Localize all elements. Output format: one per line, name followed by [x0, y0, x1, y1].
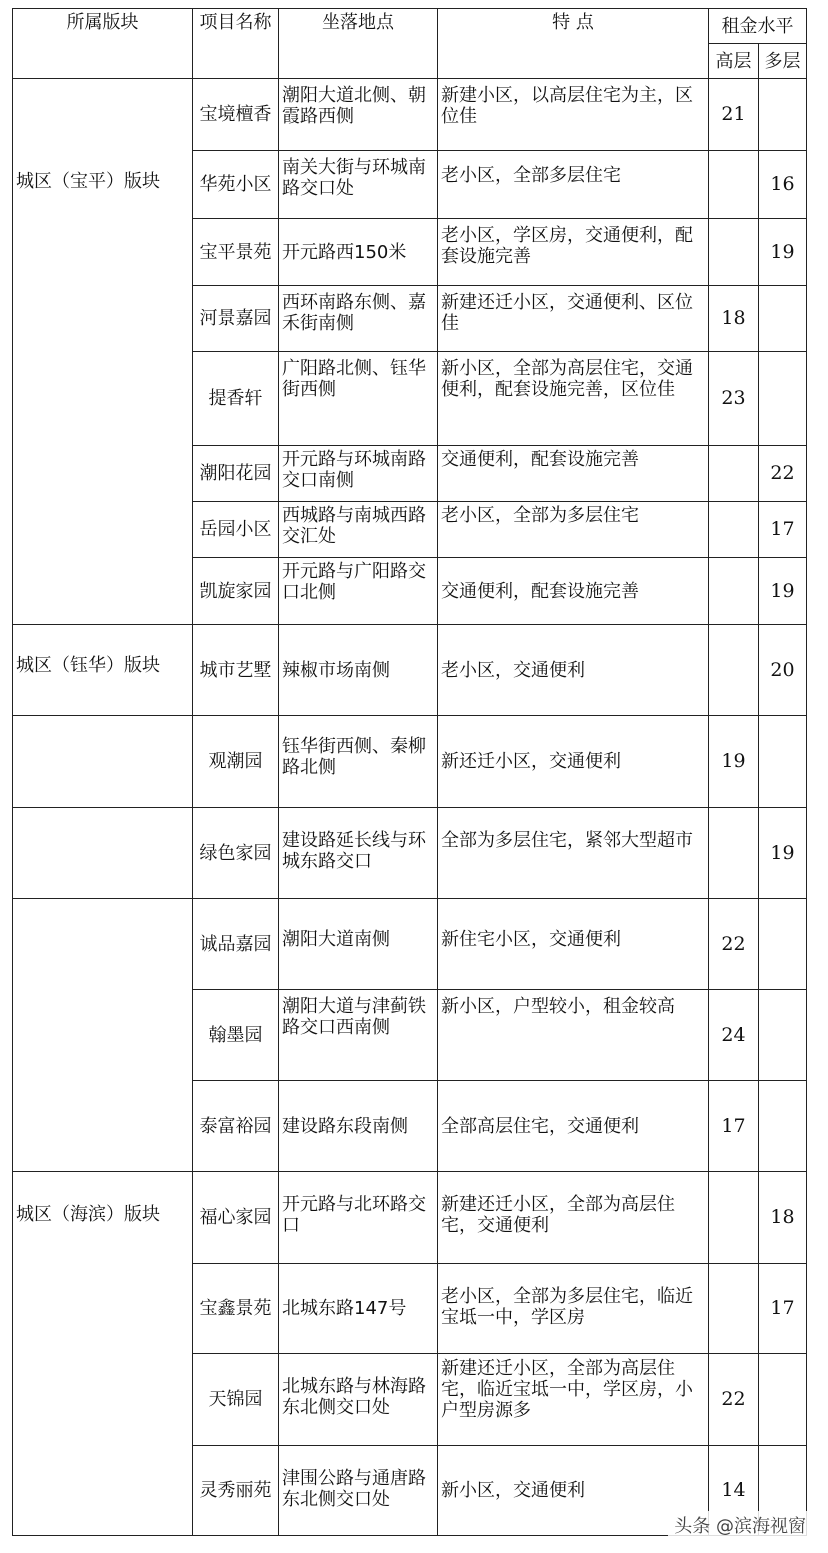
rent-table [12, 8, 807, 1536]
project-features: 新小区，户型较小，租金较高 [438, 990, 709, 1081]
rent-high: 18 [709, 286, 759, 352]
rent-multi [759, 990, 807, 1081]
project-location: 北城东路与林海路东北侧交口处 [279, 1354, 438, 1446]
project-features: 新建还迁小区，交通便利、区位佳 [438, 286, 709, 352]
project-location: 辣椒市场南侧 [279, 625, 438, 716]
project-location: 建设路延长线与环城东路交口 [279, 808, 438, 899]
header-location: 坐落地点 [279, 9, 438, 79]
project-location: 开元路与北环路交口 [279, 1172, 438, 1264]
rent-multi: 17 [759, 1264, 807, 1354]
rent-high [709, 219, 759, 286]
project-name: 泰富裕园 [193, 1081, 279, 1172]
project-features: 新住宅小区，交通便利 [438, 899, 709, 990]
project-name: 宝境檀香 [193, 79, 279, 151]
rent-high [709, 1172, 759, 1264]
project-features: 新还迁小区，交通便利 [438, 716, 709, 808]
rent-high [709, 1264, 759, 1354]
project-location: 北城东路147号 [279, 1264, 438, 1354]
project-location: 潮阳大道北侧、朝霞路西侧 [279, 79, 438, 151]
rent-high [709, 502, 759, 558]
project-location: 潮阳大道南侧 [279, 899, 438, 990]
rent-high: 19 [709, 716, 759, 808]
project-name: 河景嘉园 [193, 286, 279, 352]
rent-multi [759, 899, 807, 990]
project-features: 新小区，全部为高层住宅，交通便利，配套设施完善，区位佳 [438, 352, 709, 446]
project-name: 华苑小区 [193, 151, 279, 219]
rent-multi: 19 [759, 219, 807, 286]
rent-multi [759, 79, 807, 151]
rent-multi [759, 286, 807, 352]
project-name: 天锦园 [193, 1354, 279, 1446]
project-name: 宝平景苑 [193, 219, 279, 286]
rent-high [709, 151, 759, 219]
project-features: 交通便利，配套设施完善 [438, 446, 709, 502]
rent-high: 22 [709, 899, 759, 990]
watermark [668, 1511, 810, 1539]
project-features: 老小区，全部为多层住宅 [438, 502, 709, 558]
project-features: 老小区，学区房，交通便利，配套设施完善 [438, 219, 709, 286]
rent-multi: 22 [759, 446, 807, 502]
project-features: 老小区，全部多层住宅 [438, 151, 709, 219]
project-name: 观潮园 [193, 716, 279, 808]
rent-multi: 19 [759, 808, 807, 899]
project-features: 新建小区，以高层住宅为主，区位佳 [438, 79, 709, 151]
rent-high: 21 [709, 79, 759, 151]
project-location: 开元路西150米 [279, 219, 438, 286]
region-yuhua: 城区（钰华）版块 [13, 625, 193, 716]
project-features: 老小区，全部为多层住宅，临近宝坻一中，学区房 [438, 1264, 709, 1354]
project-location: 钰华街西侧、秦柳路北侧 [279, 716, 438, 808]
header-features: 特 点 [438, 9, 709, 79]
project-features: 老小区，交通便利 [438, 625, 709, 716]
project-location: 南关大街与环城南路交口处 [279, 151, 438, 219]
project-location: 开元路与环城南路交口南侧 [279, 446, 438, 502]
region-cell-empty [13, 899, 193, 1172]
rent-multi: 18 [759, 1172, 807, 1264]
project-features: 新建还迁小区，全部为高层住宅，临近宝坻一中，学区房，小户型房源多 [438, 1354, 709, 1446]
rent-multi: 16 [759, 151, 807, 219]
project-location: 潮阳大道与津蓟铁路交口西南侧 [279, 990, 438, 1081]
project-name: 潮阳花园 [193, 446, 279, 502]
project-location: 津围公路与通唐路东北侧交口处 [279, 1446, 438, 1536]
header-rent: 租金水平 [709, 9, 807, 44]
rent-high: 23 [709, 352, 759, 446]
project-location: 开元路与广阳路交口北侧 [279, 558, 438, 625]
region-cell-empty [13, 808, 193, 899]
rent-high [709, 808, 759, 899]
rent-high: 24 [709, 990, 759, 1081]
project-features: 交通便利，配套设施完善 [438, 558, 709, 625]
rent-high: 22 [709, 1354, 759, 1446]
region-haibin: 城区（海滨）版块 [13, 1172, 193, 1536]
header-high: 高层 [709, 44, 759, 79]
rent-high: 17 [709, 1081, 759, 1172]
project-name: 灵秀丽苑 [193, 1446, 279, 1536]
region-cell-empty [13, 716, 193, 808]
project-features: 新小区，交通便利 [438, 1446, 709, 1536]
project-features: 新建还迁小区，全部为高层住宅，交通便利 [438, 1172, 709, 1264]
project-features: 全部为多层住宅，紧邻大型超市 [438, 808, 709, 899]
project-name: 福心家园 [193, 1172, 279, 1264]
header-region: 所属版块 [13, 9, 193, 79]
project-features: 全部高层住宅，交通便利 [438, 1081, 709, 1172]
rent-high [709, 446, 759, 502]
project-location: 西环南路东侧、嘉禾街南侧 [279, 286, 438, 352]
rent-high: 14 [709, 1446, 759, 1536]
rent-multi [759, 352, 807, 446]
project-name: 翰墨园 [193, 990, 279, 1081]
project-name: 诚品嘉园 [193, 899, 279, 990]
project-location: 建设路东段南侧 [279, 1081, 438, 1172]
rent-multi [759, 716, 807, 808]
project-name: 城市艺墅 [193, 625, 279, 716]
rent-high [709, 558, 759, 625]
rent-multi: 20 [759, 625, 807, 716]
project-name: 绿色家园 [193, 808, 279, 899]
rent-multi [759, 1354, 807, 1446]
project-name: 凯旋家园 [193, 558, 279, 625]
project-name: 提香轩 [193, 352, 279, 446]
project-name: 宝鑫景苑 [193, 1264, 279, 1354]
rent-high [709, 625, 759, 716]
header-project: 项目名称 [193, 9, 279, 79]
project-location: 广阳路北侧、钰华街西侧 [279, 352, 438, 446]
rent-multi [759, 1081, 807, 1172]
rent-multi: 19 [759, 558, 807, 625]
region-baoping: 城区（宝平）版块 [13, 79, 193, 625]
rent-multi: 17 [759, 502, 807, 558]
project-location: 西城路与南城西路交汇处 [279, 502, 438, 558]
header-multi: 多层 [759, 44, 807, 79]
watermark-text: 头条 @滨海视窗 [674, 1516, 806, 1537]
project-name: 岳园小区 [193, 502, 279, 558]
